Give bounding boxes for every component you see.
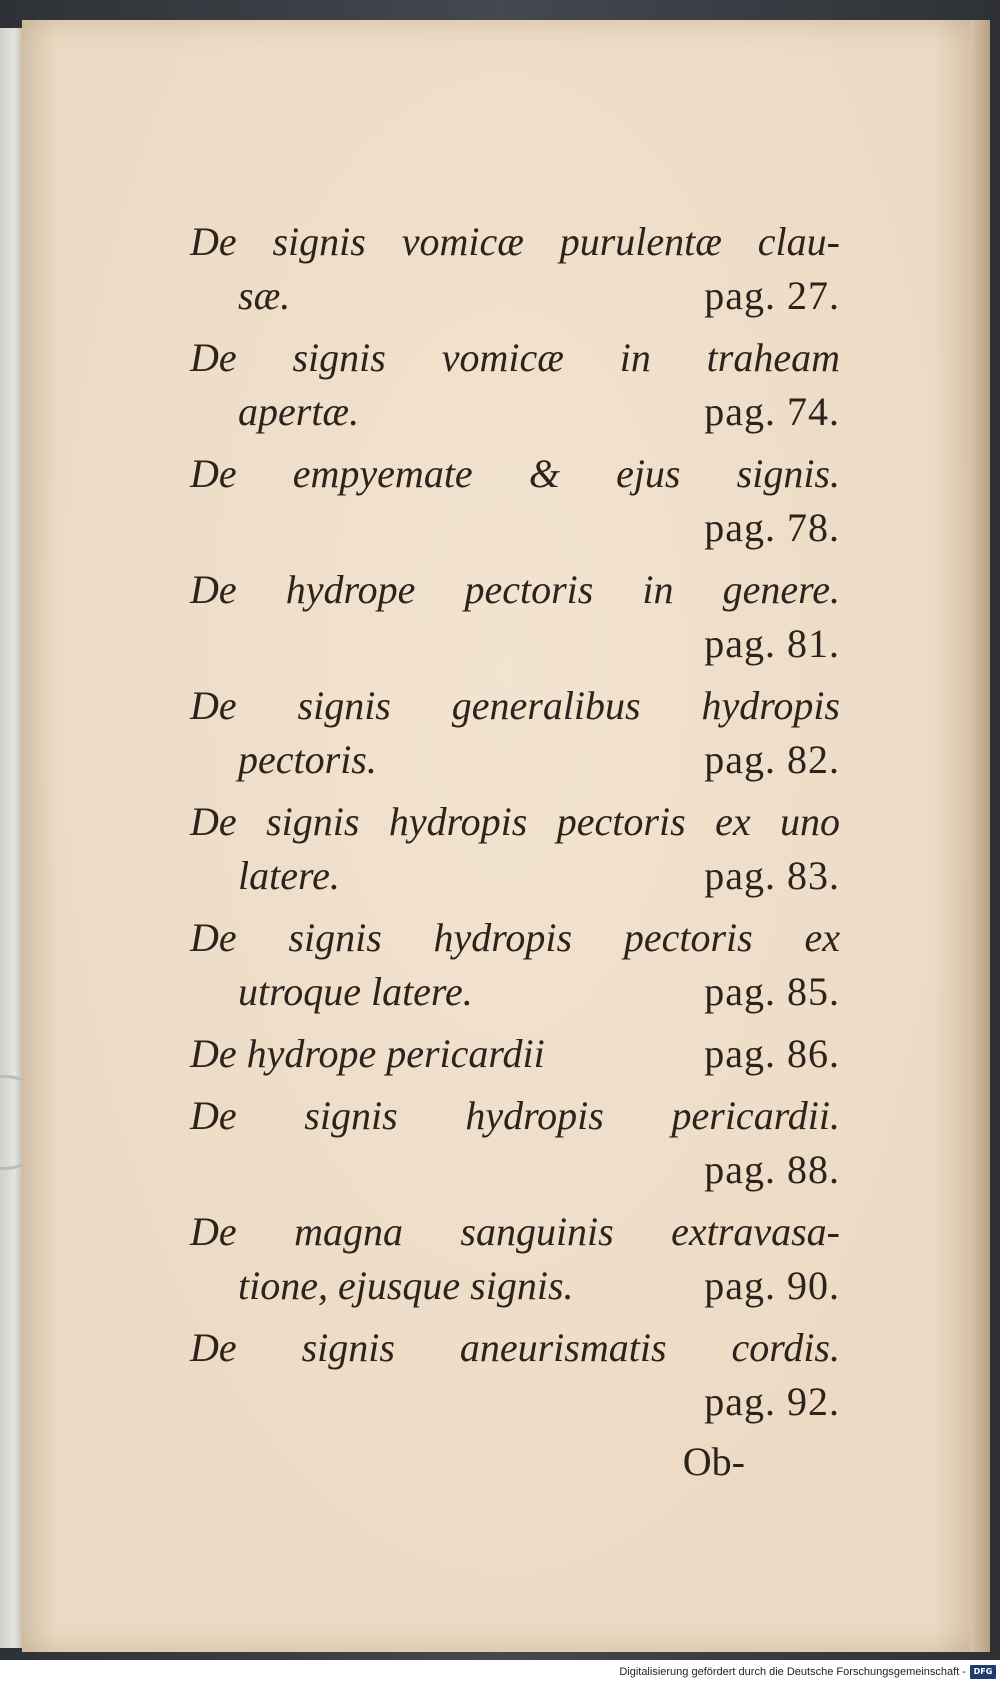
entry-title-line: utroque latere.	[238, 969, 473, 1014]
footer-bar	[0, 1660, 1000, 1683]
page-reference: pag. 81.	[704, 621, 840, 666]
page-reference: pag. 86.	[704, 1031, 840, 1076]
entry-title-line: De signis aneurismatis cordis.	[190, 1325, 840, 1370]
dfg-logo-icon: DFG	[970, 1665, 996, 1679]
index-entry	[190, 911, 840, 1019]
entry-last-line	[190, 385, 840, 439]
index-entry	[190, 795, 840, 903]
page-reference: pag. 85.	[704, 969, 840, 1014]
page-reference: pag. 27.	[704, 273, 840, 318]
entry-title-line: sæ.	[238, 273, 291, 318]
index-entry	[190, 1027, 840, 1081]
index-entry	[190, 1205, 840, 1313]
entry-title-line: De signis vomicæ in traheam	[190, 335, 840, 380]
index-entry	[190, 563, 840, 671]
entry-last-line	[190, 849, 840, 903]
entry-title-line: De hydrope pericardii	[190, 1031, 545, 1076]
entry-last-line	[190, 733, 840, 787]
entry-last-line	[190, 965, 840, 1019]
entry-title-line: De signis vomicæ purulentæ clau-	[190, 219, 840, 264]
entry-title-line: De signis generalibus hydropis	[190, 683, 840, 728]
entry-last-line	[190, 1259, 840, 1313]
index-entry	[190, 447, 840, 555]
page-gutter	[970, 20, 990, 1652]
catchword: Ob-	[682, 1439, 745, 1484]
index-list	[190, 215, 840, 1487]
entry-title-line: De hydrope pectoris in genere.	[190, 567, 840, 612]
page-reference: pag. 74.	[704, 389, 840, 434]
entry-title-line: De empyemate & ejus signis.	[190, 451, 840, 496]
page-reference: pag. 83.	[704, 853, 840, 898]
index-entry	[190, 215, 840, 323]
page-reference: pag. 90.	[704, 1263, 840, 1308]
page-reference: pag. 88.	[704, 1147, 840, 1192]
page-reference: pag. 92.	[704, 1379, 840, 1424]
entry-title-line: De signis hydropis pectoris ex	[190, 915, 840, 960]
index-entry	[190, 1089, 840, 1197]
index-entry	[190, 331, 840, 439]
entry-title-line: apertæ.	[238, 389, 360, 434]
page-reference: pag. 82.	[704, 737, 840, 782]
entry-title-line: latere.	[238, 853, 340, 898]
entry-title-line: tione, ejusque signis.	[238, 1263, 574, 1308]
book-cover-edge	[0, 28, 24, 1648]
entry-last-line	[190, 1027, 840, 1081]
entry-title-line: De signis hydropis pericardii.	[190, 1093, 840, 1138]
footer-credit: Digitalisierung gefördert durch die Deutsche Forschungsgemeinschaft -	[619, 1665, 966, 1678]
entry-title-line: De magna sanguinis extravasa-	[190, 1209, 840, 1254]
entry-last-line	[190, 269, 840, 323]
page-reference: pag. 78.	[704, 505, 840, 550]
index-entry	[190, 1321, 840, 1429]
entry-title-line: De signis hydropis pectoris ex uno	[190, 799, 840, 844]
index-entry	[190, 679, 840, 787]
entry-title-line: pectoris.	[238, 737, 377, 782]
